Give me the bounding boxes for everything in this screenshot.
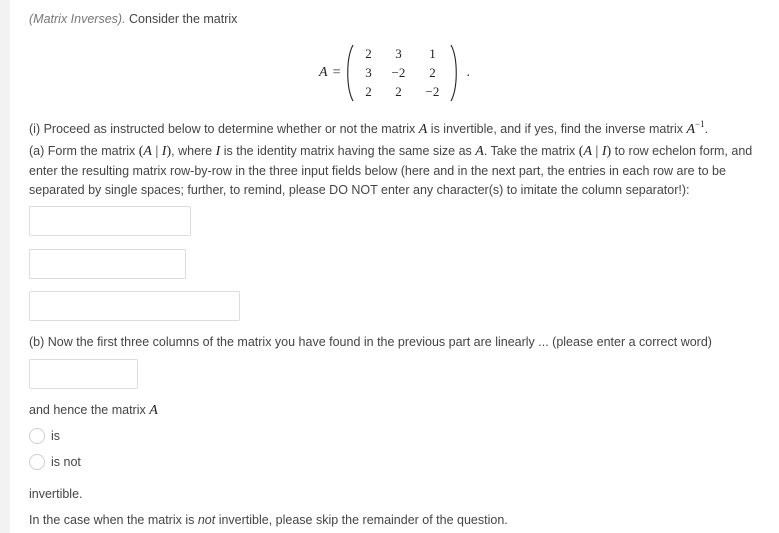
- var-i: I: [161, 144, 167, 159]
- var-i: I: [215, 144, 221, 159]
- math-bar: |: [151, 144, 162, 159]
- radio-label: is not: [51, 455, 81, 469]
- skip-note: [29, 511, 764, 531]
- math-paren: ): [166, 144, 172, 159]
- part-b-instruction: (b) Now the first three columns of the matrix you have found in the previous part are linearly ... (please enter a correct word): [29, 335, 712, 349]
- part-a-text: to row echelon form, and enter the resulting matrix row-by-row in the three input fields below (here and in the next part, the entries in each row are to be separated by single spaces; further, to remind, please DO NOT enter any character(s) to imitate the column separator!):: [29, 144, 753, 197]
- matrix-cell: 3: [395, 46, 402, 61]
- matrix-name: A: [319, 65, 328, 80]
- left-paren-icon: [345, 44, 354, 102]
- question-intro: [29, 12, 237, 26]
- var-a-inverse: A: [686, 122, 696, 137]
- part-i-instruction: [29, 115, 764, 140]
- math-bar: |: [592, 144, 602, 159]
- part-a-text: . Take the matrix: [483, 144, 579, 158]
- part-i-text: .: [704, 122, 709, 136]
- matrix-cell: 2: [365, 46, 372, 61]
- matrix-cell: 3: [365, 65, 372, 80]
- math-paren: (: [138, 144, 144, 159]
- linearly-word-input[interactable]: [29, 359, 138, 389]
- row-3-input[interactable]: [29, 291, 240, 321]
- right-paren-icon: [450, 44, 459, 102]
- matrix-cell: 1: [429, 46, 436, 61]
- part-a-text: is the identity matrix having the same size as: [220, 144, 476, 158]
- part-i-text: is invertible, and if yes, find the inverse matrix: [427, 122, 687, 136]
- matrix-terminator: .: [466, 65, 470, 80]
- radio-button[interactable]: [29, 428, 45, 444]
- skip-note-text: In the case when the matrix is: [29, 513, 198, 527]
- intro-text: Consider the matrix: [125, 12, 238, 26]
- var-a: A: [475, 144, 484, 159]
- math-paren: ): [606, 144, 612, 159]
- invertible-text: invertible.: [29, 487, 83, 501]
- radio-button[interactable]: [29, 454, 45, 470]
- var-a: A: [143, 144, 152, 159]
- var-i: I: [601, 144, 607, 159]
- inverse-exponent: −1: [695, 119, 705, 129]
- skip-note-text: invertible, please skip the remainder of the question.: [215, 513, 508, 527]
- var-a: A: [149, 403, 158, 418]
- matrix-cell: −2: [425, 84, 440, 99]
- math-paren: (: [578, 144, 584, 159]
- part-a-instruction: [29, 142, 764, 201]
- part-a-text: (a) Form the matrix: [29, 144, 139, 158]
- part-a-text: , where: [171, 144, 216, 158]
- matrix-cell: 2: [365, 84, 372, 99]
- row-2-input[interactable]: [29, 249, 186, 279]
- question-tag: (Matrix Inverses).: [29, 12, 126, 26]
- row-1-input[interactable]: [29, 206, 191, 236]
- radio-label: is: [51, 429, 61, 443]
- radio-option-is[interactable]: [29, 427, 60, 445]
- matrix-equals: =: [332, 65, 341, 80]
- matrix-cell: −2: [391, 65, 406, 80]
- hence-label: and hence the matrix: [29, 403, 150, 417]
- var-a: A: [418, 122, 428, 137]
- left-margin-bar: [0, 0, 10, 533]
- hence-text: [29, 401, 764, 421]
- part-i-text: (i) Proceed as instructed below to determine whether or not the matrix: [29, 122, 419, 136]
- matrix-display: [319, 42, 470, 104]
- matrix-cell: 2: [395, 84, 402, 99]
- matrix-cell: 2: [429, 65, 436, 80]
- skip-note-emphasis: not: [197, 513, 216, 527]
- radio-option-is-not[interactable]: [29, 453, 81, 471]
- matrix-grid: [355, 45, 449, 102]
- var-a: A: [583, 144, 593, 159]
